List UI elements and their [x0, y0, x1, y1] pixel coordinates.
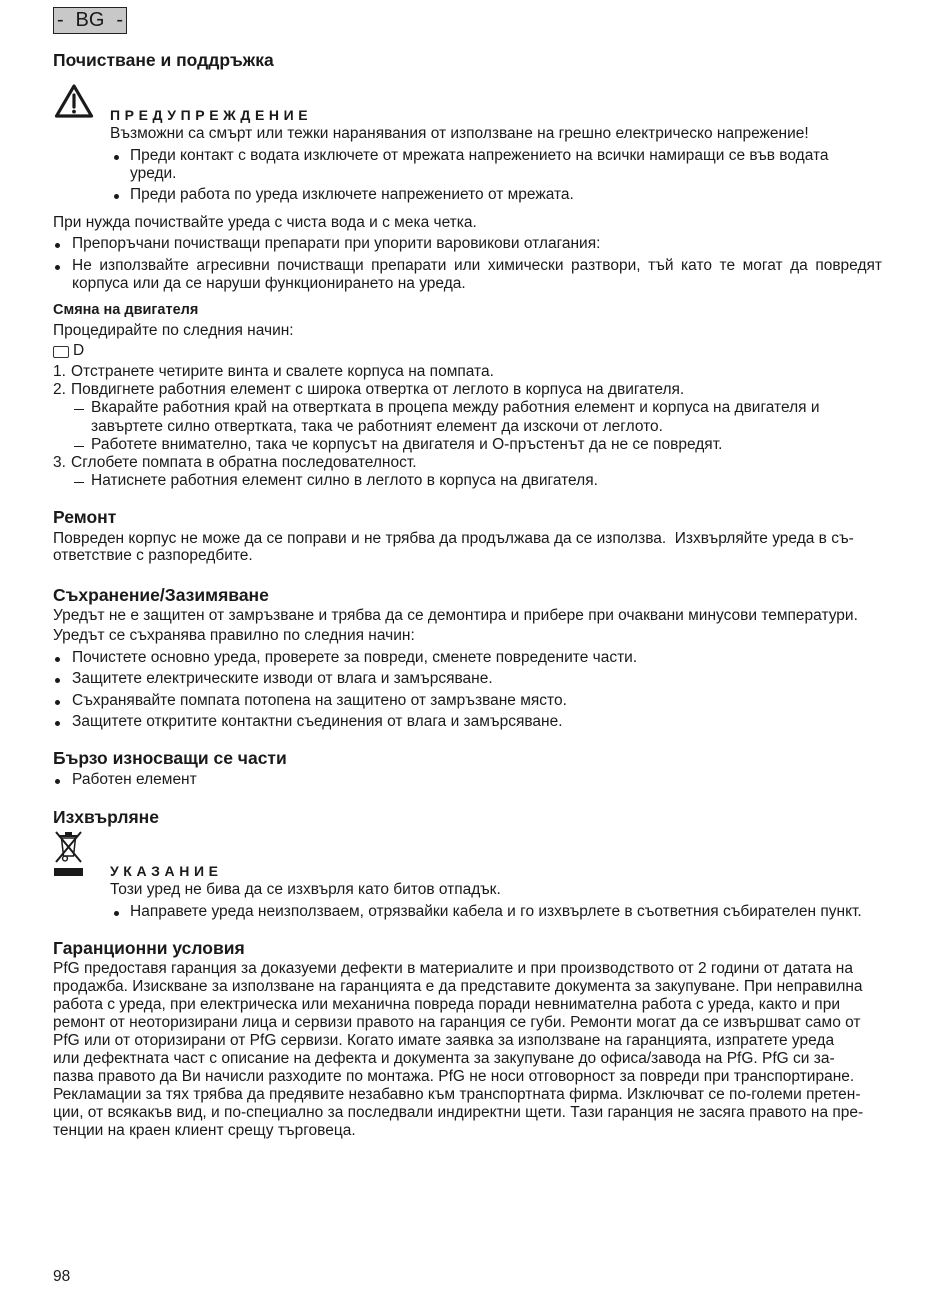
cleaning-bullet-2-line-2: корпуса или да се наруши функционирането на уреда. — [72, 275, 466, 292]
subsection-title-motor: Смяна на двигателя — [53, 302, 199, 318]
step-3-sub-1: Натиснете работния елемент силно в леглото в корпуса на двигателя. — [91, 472, 598, 489]
dash-marker — [74, 446, 84, 447]
bullet-icon — [55, 243, 60, 248]
warranty-line: Рекламации за тях трябва да предявите незабавно към транспортната фирма. Изключват се по-големи претен- — [53, 1086, 861, 1103]
dash-marker — [74, 409, 84, 410]
warranty-line: пазва правото да Ви начисли разходите по монтажа. PfG не носи отговорност за повреди при транспортиране. — [53, 1068, 855, 1085]
storage-bullet-2: Защитете електрическите изводи от влага и замърсяване. — [72, 670, 493, 687]
repair-line-1: Повреден корпус не може да се поправи и не трябва да продължава да се използва. Изхвърляйте уреда в съ- — [53, 530, 854, 547]
section-title-cleaning: Почистване и поддръжка — [53, 50, 274, 70]
warranty-line: ции, от всякакъв вид, и по-специално за последвали индиректни щети. Тази гаранция не засяга правото на пре- — [53, 1104, 864, 1121]
step-3-text: Сглобете помпата в обратна последователност. — [71, 454, 417, 471]
section-title-disposal: Изхвърляне — [53, 807, 159, 827]
step-number: 1. — [53, 363, 66, 380]
dash-marker — [74, 482, 84, 483]
bullet-icon — [55, 721, 60, 726]
note-label: УКАЗАНИЕ — [110, 863, 223, 879]
cleaning-bullet-2-line-1: Не използвайте агресивни почистващи препарати или химически разтвори, тъй като те могат да повредят — [72, 257, 882, 274]
bullet-icon — [55, 700, 60, 705]
bullet-icon — [55, 265, 60, 270]
storage-bullet-1: Почистете основно уреда, проверете за повреди, сменете повредените части. — [72, 649, 638, 666]
step-2-text: Повдигнете работния елемент с широка отвертка от леглото в корпуса на двигателя. — [71, 381, 685, 398]
warning-bullet-1-line-2: уреди. — [130, 165, 177, 182]
step-number: 2. — [53, 381, 66, 398]
warranty-line: или дефектната част с описание на дефекта и документа за закупуване до офиса/завода на PfG. PfG си за- — [53, 1050, 835, 1067]
step-2-sub-1-line-1: Вкарайте работния край на отвертката в процепа между работния елемент и корпуса на двигателя и — [91, 399, 820, 416]
bullet-icon — [55, 779, 60, 784]
section-title-repair: Ремонт — [53, 507, 117, 527]
wear-parts-bullet-1: Работен елемент — [72, 771, 197, 788]
crossed-out-bin-icon — [53, 829, 84, 877]
repair-line-2: ответствие с разпоредбите. — [53, 547, 253, 564]
storage-line-1: Уредът не е защитен от замръзване и трябва да се демонтира и прибере при очаквани минусови температури. — [53, 607, 858, 624]
warning-bullet-2: Преди работа по уреда изключете напрежението от мрежата. — [130, 186, 574, 203]
cleaning-bullet-1: Препоръчани почистващи препарати при упорити варовикови отлагания: — [72, 235, 601, 252]
warranty-line: работа с уреда, при електрическа или механична повреда поради невнимателна работа с уреда, както и при — [53, 996, 840, 1013]
note-bullet-1: Направете уреда неизползваем, отрязвайки кабела и го изхвърлете в съответния събирателен пункт. — [130, 903, 862, 920]
section-title-storage: Съхранение/Зазимяване — [53, 585, 269, 605]
step-2-sub-2: Работете внимателно, така че корпусът на двигателя и О-пръстенът да не се повредят. — [91, 436, 723, 453]
warning-triangle-icon — [54, 83, 94, 119]
warning-label: ПРЕДУПРЕЖДЕНИЕ — [110, 107, 313, 123]
warranty-line: тенции на краен клиент срещу търговеца. — [53, 1122, 356, 1139]
page-number: 98 — [53, 1268, 71, 1285]
storage-line-2: Уредът се съхранява правилно по следния начин: — [53, 627, 415, 644]
bullet-icon — [55, 657, 60, 662]
bullet-icon — [114, 155, 119, 160]
storage-bullet-4: Защитете откритите контактни съединения от влага и замърсяване. — [72, 713, 563, 730]
section-title-warranty: Гаранционни условия — [53, 938, 245, 958]
section-title-wear-parts: Бързо износващи се части — [53, 748, 287, 768]
step-1-text: Отстранете четирите винта и свалете корпуса на помпата. — [71, 363, 494, 380]
cleaning-intro: При нужда почиствайте уреда с чиста вода и с мека четка. — [53, 214, 477, 231]
warranty-line: PfG предоставя гаранция за доказуеми дефекти в материалите и при производството от 2 години от датата на — [53, 960, 853, 977]
language-tag: - BG - — [53, 7, 127, 34]
storage-bullet-3: Съхранявайте помпата потопена на защитено от замръзване място. — [72, 692, 567, 709]
bullet-icon — [114, 911, 119, 916]
warranty-line: продажба. Изискване за използване на гаранцията е да представите документа за закупуване. При неправилна — [53, 978, 863, 995]
warning-text: Възможни са смърт или тежки наранявания от използване на грешно електрическо напрежение! — [110, 125, 809, 142]
step-number: 3. — [53, 454, 66, 471]
warning-bullet-1-line-1: Преди контакт с водата изключете от мрежата напрежението на всички намиращи се във водата — [130, 147, 829, 164]
figure-reference-icon — [53, 346, 69, 358]
bullet-icon — [114, 194, 119, 199]
warranty-line: PfG или от оторизирани от PfG сервизи. Когато имате заявка за използване на гаранцията, изпратете уреда — [53, 1032, 835, 1049]
bullet-icon — [55, 678, 60, 683]
warranty-line: ремонт от неоторизирани лица и сервизи правото на гаранция се губи. Ремонти могат да се извършват само от — [53, 1014, 861, 1031]
motor-intro: Процедирайте по следния начин: — [53, 322, 294, 339]
note-text: Този уред не бива да се изхвърля като битов отпадък. — [110, 881, 501, 898]
step-2-sub-1-line-2: завъртете силно отвертката, така че работният елемент да изскочи от леглото. — [91, 418, 663, 435]
figure-reference: D — [73, 342, 85, 359]
